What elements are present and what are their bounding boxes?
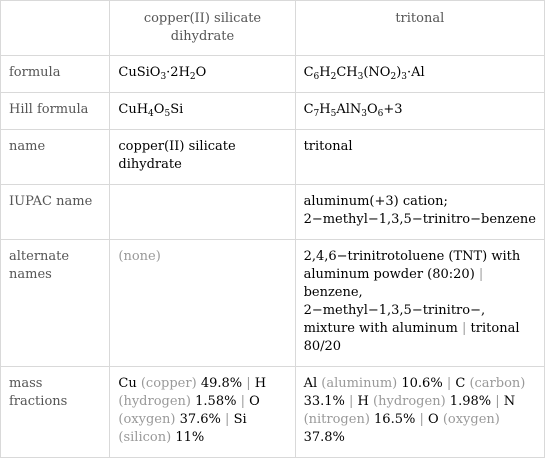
separator: | (478, 267, 484, 282)
hill-tritonal: $C_7H_5AlN_3O_6+3$ (295, 93, 544, 130)
name-copper-silicate: copper(II) silicate dihydrate (110, 130, 295, 185)
alt-tritonal (295, 240, 544, 367)
row-formula (1, 56, 545, 93)
alt-name-item: 2,4,6−trinitrotoluene (TNT) with aluminum powder (80:20) (303, 249, 521, 282)
hill-copper-silicate: $CuH_4O_5Si$ (110, 93, 295, 130)
header-empty (1, 1, 110, 56)
alt-copper-silicate: (none) (110, 240, 295, 367)
row-label-alternate-names: alternate names (1, 240, 110, 367)
iupac-copper-silicate (110, 185, 295, 240)
row-label-iupac-name: IUPAC name (1, 185, 110, 240)
mass-copper-silicate: Cu (copper) 49.8% | H (hydrogen) 1.58% | O (oxygen) 37.6% | Si (silicon) 11% (110, 367, 295, 458)
header-tritonal: tritonal (295, 1, 544, 56)
row-mass-fractions (1, 367, 545, 458)
row-iupac-name (1, 185, 545, 240)
iupac-tritonal: aluminum(+3) cation; 2−methyl−1,3,5−trinitro−benzene (295, 185, 544, 240)
row-name (1, 130, 545, 185)
row-label-mass-fractions: mass fractions (1, 367, 110, 458)
separator: | (462, 321, 467, 336)
row-hill-formula (1, 93, 545, 130)
row-label-formula: formula (1, 56, 110, 93)
row-label-name: name (1, 130, 110, 185)
mass-tritonal: Al (aluminum) 10.6% | C (carbon) 33.1% | H (hydrogen) 1.98% | N (nitrogen) 16.5% | O (oxygen) 37.8% (295, 367, 544, 458)
alt-name-item: benzene, 2−methyl−1,3,5−trinitro−, mixture with aluminum (303, 285, 486, 336)
formula-copper-silicate: $CuSiO_3\cdot 2H_2O$ (110, 56, 295, 93)
row-label-hill-formula: Hill formula (1, 93, 110, 130)
header-row (1, 1, 545, 56)
alt-name-item: tritonal 80/20 (303, 321, 520, 354)
name-tritonal: tritonal (295, 130, 544, 185)
formula-tritonal: $C_6H_2CH_3(NO_2)_3\cdot Al$ (295, 56, 544, 93)
row-alternate-names (1, 240, 545, 367)
header-copper-silicate: copper(II) silicate dihydrate (110, 1, 295, 56)
